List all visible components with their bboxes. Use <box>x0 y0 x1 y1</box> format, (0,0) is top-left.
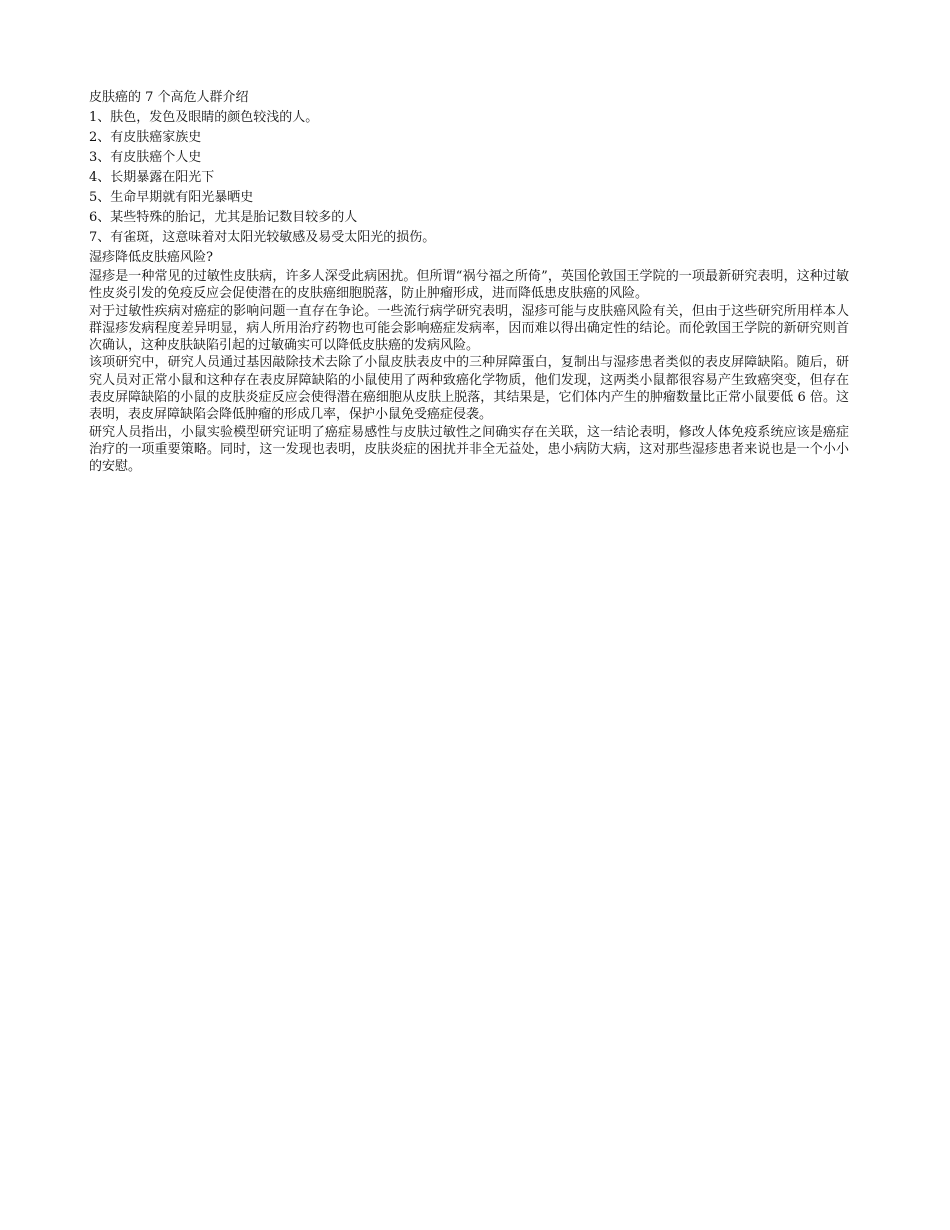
document-body <box>89 88 849 476</box>
paragraph: 该项研究中，研究人员通过基因敲除技术去除了小鼠皮肤表皮中的三种屏障蛋白，复制出与湿疹患者类似的表皮屏障缺陷。随后，研究人员对正常小鼠和这种存在表皮屏障缺陷的小鼠使用了两种致癌化学物质，他们发现，这两类小鼠都很容易产生致癌突变，但存在表皮屏障缺陷的小鼠的皮肤炎症反应会使得潜在癌细胞从皮肤上脱落，其结果是，它们体内产生的肿瘤数量比正常小鼠要低 6 倍。这表明，表皮屏障缺陷会降低肿瘤的形成几率，保护小鼠免受癌症侵袭。 <box>89 355 849 423</box>
paragraph: 湿疹是一种常见的过敏性皮肤病，许多人深受此病困扰。但所谓“祸兮福之所倚”，英国伦敦国王学院的一项最新研究表明，这种过敏性皮炎引发的免疫反应会促使潜在的皮肤癌细胞脱落，防止肿瘤形成，进而降低患皮肤癌的风险。 <box>89 269 849 302</box>
section-title: 湿疹降低皮肤癌风险? <box>89 250 213 265</box>
list-item: 2、有皮肤癌家族史 <box>89 130 202 145</box>
document-title: 皮肤癌的 7 个高危人群介绍 <box>89 90 249 105</box>
list-item: 4、长期暴露在阳光下 <box>89 170 215 185</box>
list-item: 7、有雀斑，这意味着对太阳光较敏感及易受太阳光的损伤。 <box>89 230 436 245</box>
paragraph: 对于过敏性疾病对癌症的影响问题一直存在争论。一些流行病学研究表明，湿疹可能与皮肤癌风险有关，但由于这些研究所用样本人群湿疹发病程度差异明显，病人所用治疗药物也可能会影响癌症发病率，因而难以得出确定性的结论。而伦敦国王学院的新研究则首次确认，这种皮肤缺陷引起的过敏确实可以降低皮肤癌的发病风险。 <box>89 303 849 354</box>
list-item: 5、生命早期就有阳光暴晒史 <box>89 190 254 205</box>
risk-group-list <box>89 108 849 248</box>
list-item: 1、肤色，发色及眼睛的颜色较浅的人。 <box>89 110 319 125</box>
list-item: 3、有皮肤癌个人史 <box>89 150 202 165</box>
list-item: 6、某些特殊的胎记，尤其是胎记数目较多的人 <box>89 210 358 225</box>
paragraph: 研究人员指出，小鼠实验模型研究证明了癌症易感性与皮肤过敏性之间确实存在关联，这一结论表明，修改人体免疫系统应该是癌症治疗的一项重要策略。同时，这一发现也表明，皮肤炎症的困扰并非全无益处，患小病防大病，这对那些湿疹患者来说也是一个小小的安慰。 <box>89 424 849 475</box>
